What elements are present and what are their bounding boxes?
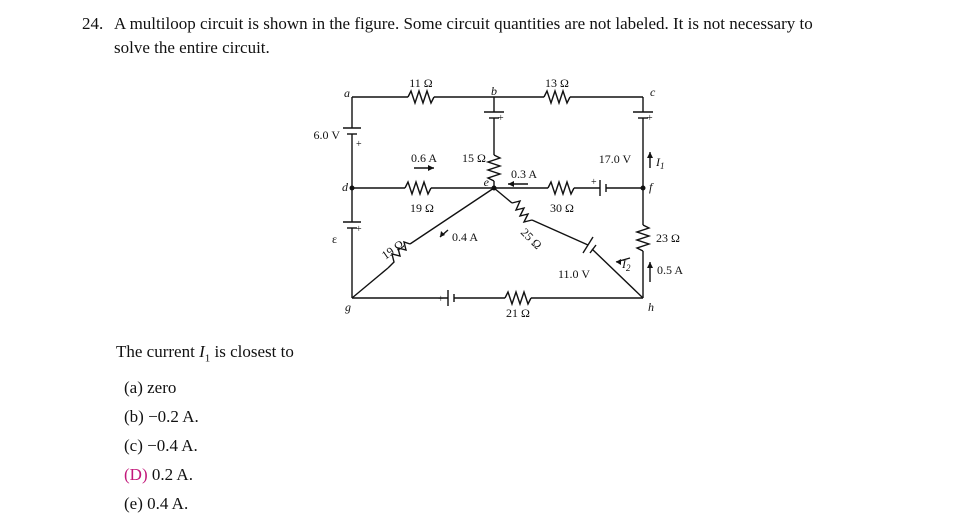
node-d: d <box>342 180 348 194</box>
label-0-5a: 0.5 A <box>657 263 684 277</box>
label-i1-sub: 1 <box>660 161 665 171</box>
option-b[interactable] <box>124 407 199 427</box>
label-0-3a: 0.3 A <box>510 167 538 181</box>
label-0-6a: 0.6 A <box>410 151 438 165</box>
node-b: b <box>491 84 497 98</box>
node-g: g <box>345 300 351 314</box>
plus-sign-17v: + <box>591 177 597 188</box>
node-e: e <box>483 175 489 189</box>
stem-post: is closest to <box>210 342 294 361</box>
option-c[interactable] <box>124 436 198 456</box>
question-number: 24. <box>82 14 104 33</box>
question-stem <box>116 342 294 364</box>
node-h: h <box>648 300 654 314</box>
stem-var: I <box>199 342 205 361</box>
question-line-1: A multiloop circuit is shown in the figure. Some circuit quantities are not labeled. It is not necessary to <box>114 14 813 33</box>
option-text: zero <box>147 378 177 397</box>
label-i2-var: I <box>622 257 626 271</box>
option-letter: (D) <box>124 465 148 484</box>
stem-sub: 1 <box>204 352 211 365</box>
label-30-ohm: 30 Ω <box>550 201 574 215</box>
label-11-ohm: 11 Ω <box>409 76 433 90</box>
label-19-ohm-top: 19 Ω <box>410 201 434 215</box>
option-text: 0.4 A. <box>147 494 189 513</box>
plus-sign-emf: + <box>356 224 362 235</box>
plus-sign-6v: + <box>356 139 362 150</box>
option-letter: (b) <box>124 407 144 426</box>
label-19-ohm-diag: 19 Ω <box>378 237 407 263</box>
label-11v: 11.0 V <box>557 267 591 281</box>
option-text: −0.2 A. <box>148 407 199 426</box>
label-0-4a: 0.4 A <box>452 230 479 244</box>
label-17v: 17.0 V <box>598 152 632 166</box>
label-i2-sub: 2 <box>626 263 631 273</box>
plus-sign-bottom: + <box>438 294 444 305</box>
circuit-diagram <box>300 70 700 320</box>
option-letter: (e) <box>124 494 143 513</box>
question-line-2: solve the entire circuit. <box>114 38 270 57</box>
option-e[interactable] <box>124 494 188 514</box>
option-d[interactable] <box>124 465 193 485</box>
label-emf: ε <box>331 232 337 246</box>
node-c: c <box>650 85 656 99</box>
plus-sign-b: + <box>498 113 504 124</box>
option-letter: (a) <box>124 378 143 397</box>
option-letter: (c) <box>124 436 143 455</box>
node-f: f <box>649 180 653 194</box>
option-text: −0.4 A. <box>147 436 198 455</box>
label-15-ohm: 15 Ω <box>462 151 486 165</box>
node-a: a <box>344 86 350 100</box>
label-i1 <box>655 155 665 171</box>
option-a[interactable] <box>124 378 176 398</box>
label-21-ohm: 21 Ω <box>506 306 530 320</box>
plus-sign-c: + <box>647 113 653 124</box>
label-23-ohm: 23 Ω <box>656 231 680 245</box>
label-13-ohm: 13 Ω <box>545 76 569 90</box>
option-text: 0.2 A. <box>151 465 193 484</box>
stem-pre: The current <box>116 342 200 361</box>
label-25-ohm: 25 Ω <box>517 225 545 253</box>
label-i1-var: I <box>656 155 660 169</box>
label-6v: 6.0 V <box>313 128 340 142</box>
